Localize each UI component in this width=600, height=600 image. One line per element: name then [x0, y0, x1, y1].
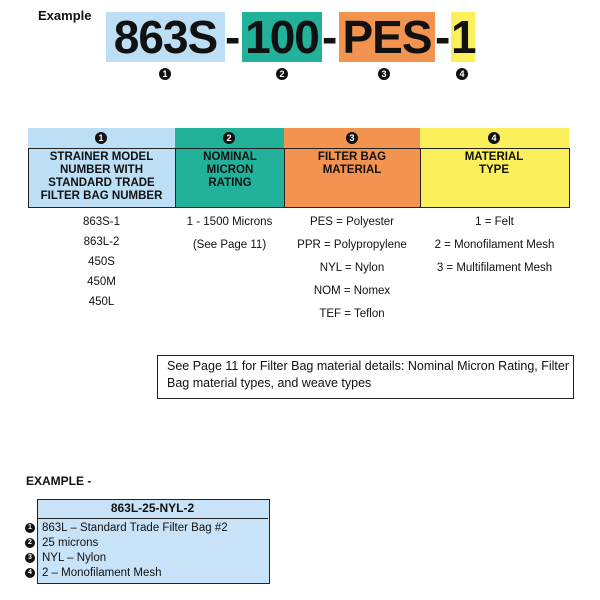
number-1-icon: 1	[95, 132, 107, 144]
list-item: PPR = Polypropylene	[297, 239, 407, 251]
column-divider	[284, 148, 285, 208]
number-1-icon: 1	[159, 68, 171, 80]
number-2-icon: 2	[25, 538, 35, 548]
number-2-icon: 2	[223, 132, 235, 144]
list-item: 863S-1	[82, 216, 121, 228]
number-4-icon: 4	[25, 568, 35, 578]
code-separator: -	[225, 11, 241, 63]
column-4-strip	[420, 128, 569, 148]
column-3-values	[284, 214, 420, 329]
column-2-values	[175, 214, 284, 260]
column-4-header-text: MATERIAL TYPE	[464, 151, 524, 176]
bottom-example-code: 863L-25-NYL-2	[37, 499, 268, 519]
list-item: 450M	[87, 276, 116, 288]
number-3-icon: 3	[346, 132, 358, 144]
column-2-strip	[175, 128, 284, 148]
bottom-example-row: 863L – Standard Trade Filter Bag #2	[42, 522, 228, 534]
bottom-example-row: 25 microns	[42, 537, 99, 549]
bottom-example-label: EXAMPLE -	[26, 474, 92, 488]
code-part-material: PES	[339, 12, 435, 62]
column-4-values	[420, 214, 569, 283]
list-item: 1 - 1500 Microns	[186, 216, 273, 228]
column-1-values	[28, 214, 175, 314]
code-part-micron: 100	[242, 12, 322, 62]
list-item: 863L-2	[83, 236, 120, 248]
list-item: NYL = Nylon	[319, 262, 385, 274]
number-4-icon: 4	[456, 68, 468, 80]
number-4-icon: 4	[488, 132, 500, 144]
code-separator: -	[322, 11, 338, 63]
list-item: 1 = Felt	[475, 216, 514, 228]
number-1-icon: 1	[25, 523, 35, 533]
header-table-border	[28, 148, 570, 208]
list-item: TEF = Teflon	[319, 308, 385, 320]
list-item: 450S	[88, 256, 115, 268]
column-divider	[175, 148, 176, 208]
column-divider	[420, 148, 421, 208]
code-part-type: 1	[451, 11, 476, 63]
list-item: NOM = Nomex	[313, 285, 391, 297]
list-item: (See Page 11)	[192, 239, 267, 251]
column-2-header-text: NOMINAL MICRON RATING	[203, 151, 257, 189]
list-item: 3 = Multifilament Mesh	[436, 262, 553, 274]
number-3-icon: 3	[25, 553, 35, 563]
column-1-strip	[28, 128, 175, 148]
column-3-strip	[284, 128, 420, 148]
code-part-model: 863S	[106, 12, 225, 62]
bottom-example-row: 2 – Monofilament Mesh	[42, 567, 162, 579]
column-3-header-text: FILTER BAG MATERIAL	[317, 151, 387, 176]
number-2-icon: 2	[276, 68, 288, 80]
list-item: 2 = Monofilament Mesh	[434, 239, 555, 251]
number-3-icon: 3	[378, 68, 390, 80]
note-box: See Page 11 for Filter Bag material details: Nominal Micron Rating, Filter Bag material types, and weave types	[157, 355, 574, 399]
bottom-example-row: NYL – Nylon	[42, 552, 107, 564]
code-separator: -	[435, 11, 451, 63]
list-item: 450L	[88, 296, 115, 308]
example-label: Example	[38, 8, 92, 23]
list-item: PES = Polyester	[309, 216, 395, 228]
column-1-header-text: STRAINER MODEL NUMBER WITH STANDARD TRADE FILTER BAG NUMBER	[40, 151, 163, 202]
